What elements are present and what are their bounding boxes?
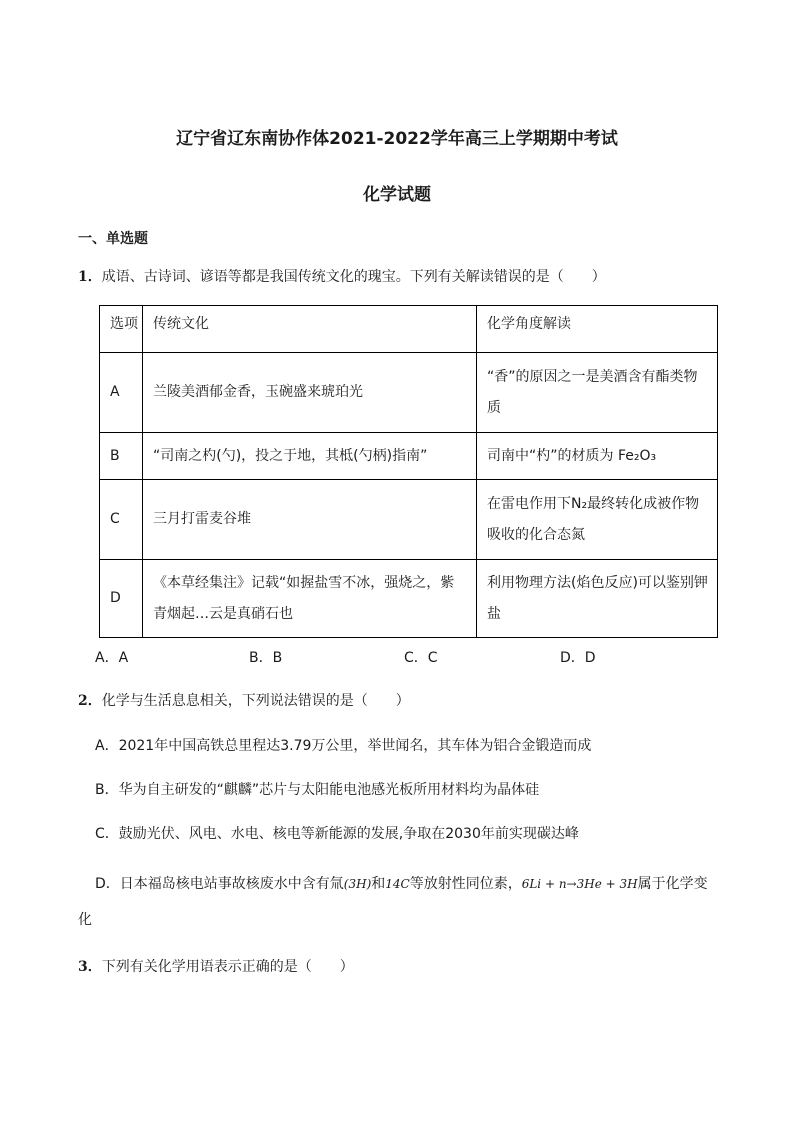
header-interpretation: 化学角度解读 xyxy=(477,306,718,353)
row-culture: 三月打雷麦谷堆 xyxy=(143,480,477,560)
table-row xyxy=(100,353,718,433)
question-number: 2． xyxy=(78,693,102,709)
question-3 xyxy=(78,956,354,976)
choice-a[interactable]: A．A xyxy=(95,650,129,666)
question-number: 1． xyxy=(78,269,102,285)
option-d[interactable] xyxy=(95,873,708,893)
question-number: 3． xyxy=(78,959,102,975)
option-d-continuation: 化 xyxy=(78,912,92,928)
choice-b[interactable]: B．B xyxy=(249,650,283,666)
table-row xyxy=(100,480,718,560)
row-option: D xyxy=(100,560,143,638)
document-title: 辽宁省辽东南协作体2021-2022学年高三上学期期中考试 xyxy=(176,129,618,149)
option-a[interactable]: A．2021年中国高铁总里程达3.79万公里，举世闻名，其车体为铝合金锻造而成 xyxy=(95,738,592,754)
row-culture: 《本草经集注》记载“如握盐雪不冰，强烧之，紫青烟起…云是真硝石也 xyxy=(143,560,477,638)
question-1 xyxy=(78,266,606,286)
option-d-text: 属于化学变 xyxy=(637,876,708,892)
question-stem: 下列有关化学用语表示正确的是（ ） xyxy=(101,959,354,975)
document-subtitle: 化学试题 xyxy=(363,185,431,205)
row-culture: “司南之杓(勺)，投之于地，其柢(勺柄)指南” xyxy=(143,433,477,480)
row-option: B xyxy=(100,433,143,480)
option-d-text: 和 xyxy=(371,876,386,892)
row-interpretation: 司南中“杓”的材质为 Fe₂O₃ xyxy=(477,433,718,480)
tritium-symbol: (3H) xyxy=(343,877,372,891)
row-culture: 兰陵美酒郁金香，玉碗盛来琥珀光 xyxy=(143,353,477,433)
row-interpretation: “香”的原因之一是美酒含有酯类物质 xyxy=(477,353,718,433)
culture-table xyxy=(99,305,718,638)
question-stem: 成语、古诗词、谚语等都是我国传统文化的瑰宝。下列有关解读错误的是（ ） xyxy=(101,269,606,285)
row-option: A xyxy=(100,353,143,433)
choice-c[interactable]: C．C xyxy=(404,650,438,666)
question-2 xyxy=(78,690,410,710)
nuclear-equation: 6Li + n→3He + 3H xyxy=(521,877,638,891)
choice-d[interactable]: D．D xyxy=(560,650,596,666)
option-d-text: 等放射性同位素， xyxy=(409,876,522,892)
row-option: C xyxy=(100,480,143,560)
table-row xyxy=(100,433,718,480)
carbon14-symbol: 14C xyxy=(385,877,410,891)
option-c[interactable]: C．鼓励光伏、风电、水电、核电等新能源的发展,争取在2030年前实现碳达峰 xyxy=(95,826,579,842)
table-row xyxy=(100,560,718,638)
option-b[interactable]: B．华为自主研发的“麒麟”芯片与太阳能电池感光板所用材料均为晶体硅 xyxy=(95,782,540,798)
row-interpretation: 在雷电作用下N₂最终转化成被作物吸收的化合态氮 xyxy=(477,480,718,560)
row-interpretation: 利用物理方法(焰色反应)可以鉴别钾盐 xyxy=(477,560,718,638)
section-heading: 一、单选题 xyxy=(78,231,148,247)
question-stem: 化学与生活息息相关，下列说法错误的是（ ） xyxy=(101,693,410,709)
table-header-row xyxy=(100,306,718,353)
header-culture: 传统文化 xyxy=(143,306,477,353)
option-d-text: D．日本福岛核电站事故核废水中含有氚 xyxy=(95,876,344,892)
header-option: 选项 xyxy=(100,306,143,353)
